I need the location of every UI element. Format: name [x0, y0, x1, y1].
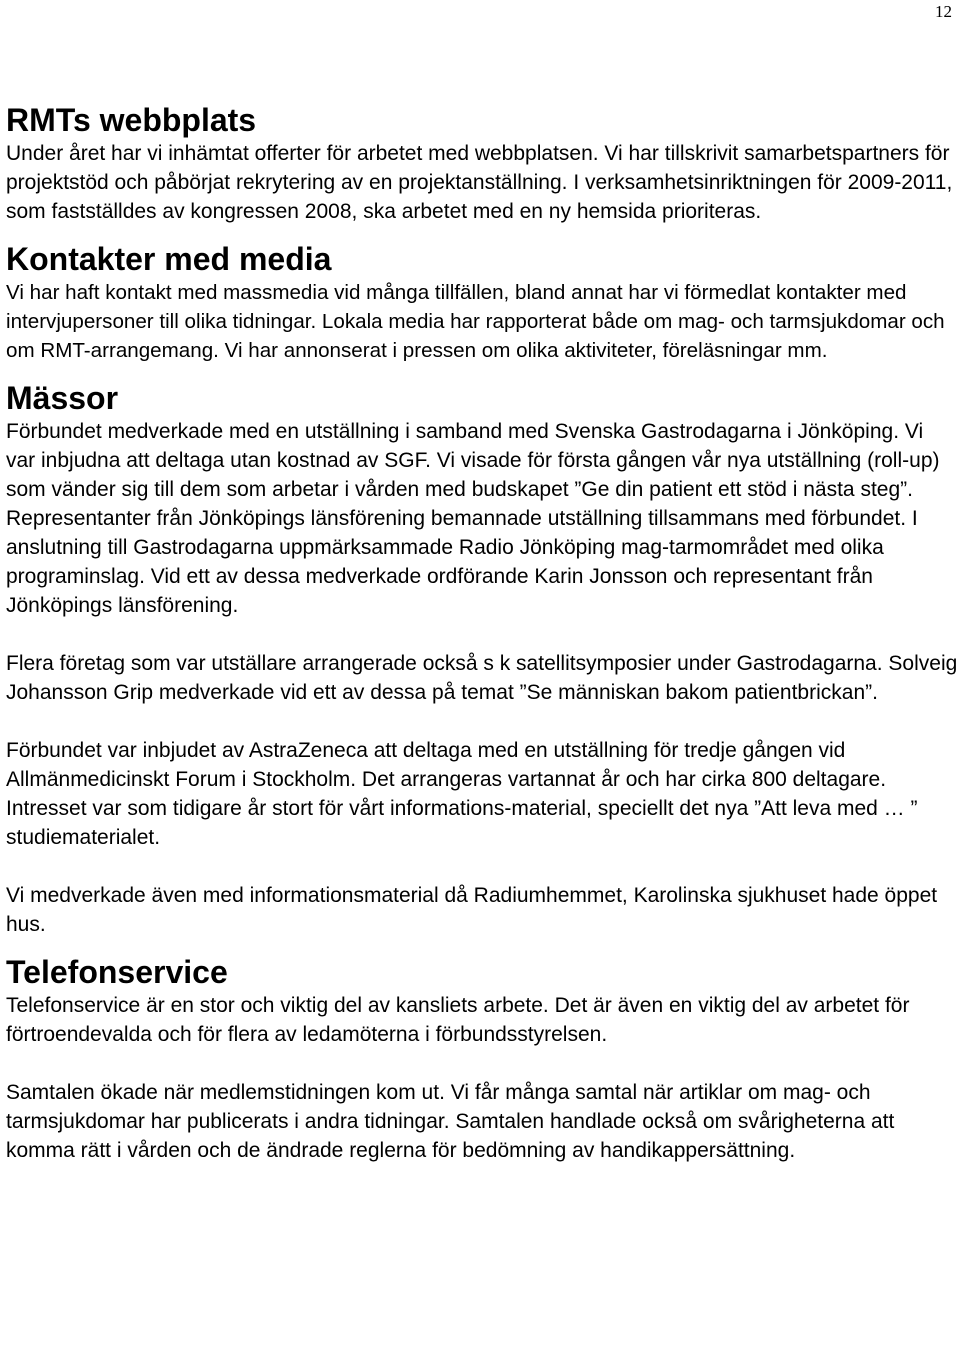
section-heading-kontakter: Kontakter med media [6, 241, 332, 277]
section-kontakter-med-media [6, 240, 958, 365]
section-webbplats [6, 101, 958, 226]
page-number: 12 [935, 2, 952, 21]
paragraph-massor-1: Förbundet medverkade med en utställning i samband med Svenska Gastrodagarna i Jönköping. Vi var inbjudna att deltaga utan kostnad av SGF. Vi visade för första gången vår nya utställning (roll-up) som vänder sig till dem som arbetar i vården med budskapet ”Ge din patient ett stöd i nästa steg”. Representanter från Jönköpings länsförening bemannade utställning tillsammans med förbundet. I anslutning till Gastrodagarna uppmärksammade Radio Jönköping mag-tarmområdet med olika programinslag. Vid ett av dessa medverkade ordförande Karin Jonsson och representant från Jönköpings länsförening. [6, 420, 940, 617]
document-body [6, 101, 958, 1165]
paragraph-massor-4: Vi medverkade även med informationsmaterial då Radiumhemmet, Karolinska sjukhuset hade öppet hus. [6, 884, 938, 936]
section-telefonservice [6, 953, 958, 1165]
section-heading-massor: Mässor [6, 380, 119, 416]
section-massor [6, 379, 958, 939]
paragraph-kontakter: Vi har haft kontakt med massmedia vid många tillfällen, bland annat har vi förmedlat kontakter med intervjupersoner till olika tidningar. Lokala media har rapporterat både om mag- och tarmsjukdomar och om RMT-arrangemang. Vi har annonserat i pressen om olika aktiviteter, föreläsningar mm. [6, 281, 945, 362]
section-heading-telefonservice: Telefonservice [6, 954, 228, 990]
paragraph-webbplats: Under året har vi inhämtat offerter för arbetet med webbplatsen. Vi har tillskrivit samarbetspartners för projektstöd och påbörjat rekrytering av en projektanställning. I verksamhetsinriktningen för 2009-2011, som fastställdes av kongressen 2008, ska arbetet med en ny hemsida prioriteras. [6, 142, 953, 223]
paragraph-telefonservice-1: Telefonservice är en stor och viktig del av kansliets arbete. Det är även en viktig del av arbetet för förtroendevalda och för flera av ledamöterna i förbundsstyrelsen. [6, 994, 910, 1046]
paragraph-massor-2: Flera företag som var utställare arrangerade också s k satellitsymposier under Gastrodagarna. Solveig Johansson Grip medverkade vid ett av dessa på temat ”Se människan bakom patientbrickan”. [6, 652, 958, 704]
paragraph-telefonservice-2: Samtalen ökade när medlemstidningen kom ut. Vi får många samtal när artiklar om mag- och tarmsjukdomar har publicerats i andra tidningar. Samtalen handlade också om svårigheterna att komma rätt i vården och de ändrade reglerna för bedömning av handikappersättning. [6, 1081, 895, 1162]
section-heading-webbplats: RMTs webbplats [6, 102, 257, 138]
paragraph-massor-3: Förbundet var inbjudet av AstraZeneca att deltaga med en utställning för tredje gången vid Allmänmedicinskt Forum i Stockholm. Det arrangeras vartannat år och har cirka 800 deltagare. Intresset var som tidigare år stort för vårt informations-material, speciellt det nya ”Att leva med … ” studiematerialet. [6, 739, 918, 849]
